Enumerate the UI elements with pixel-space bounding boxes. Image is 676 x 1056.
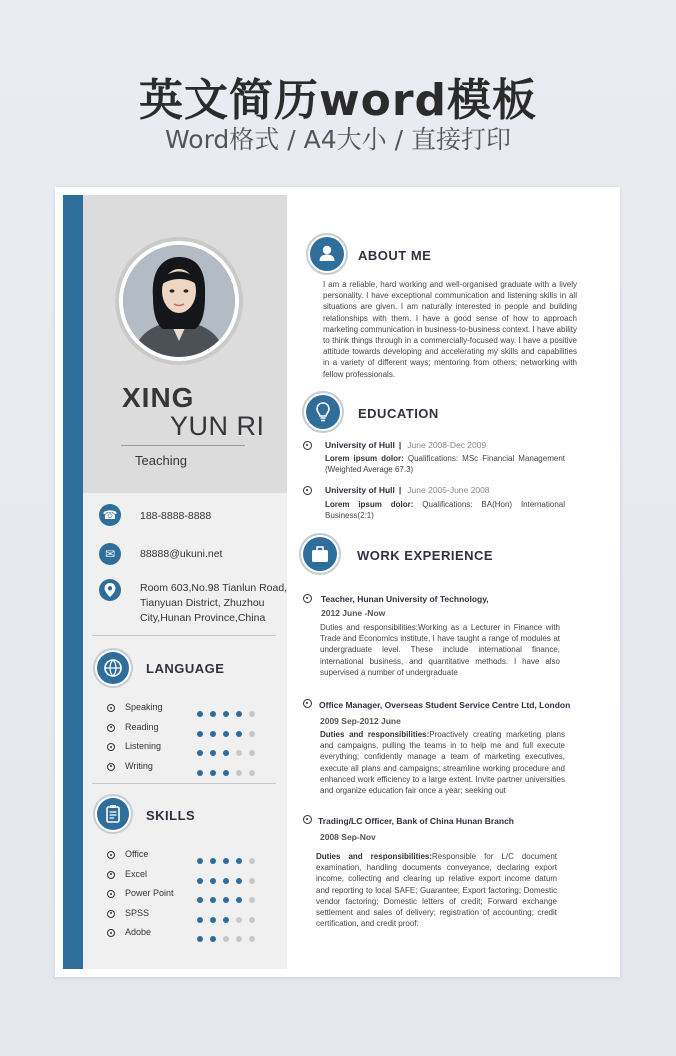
bullet-icon (107, 851, 115, 859)
school-name: University of Hull (325, 485, 395, 495)
level-dot (236, 917, 242, 923)
skill-level-dots (197, 871, 262, 879)
bullet-icon (303, 699, 312, 708)
level-dot (236, 711, 242, 717)
bullet-icon (303, 441, 312, 450)
globe-icon (97, 652, 129, 684)
lightbulb-icon (306, 395, 340, 429)
bullet-icon (107, 890, 115, 898)
about-title: ABOUT ME (358, 248, 432, 263)
detail-text: Qualifications: MSc Financial Management (Weighted Average 67.3) (325, 454, 565, 475)
job-role: Trading/LC Officer, Bank of China Hunan Branch (318, 816, 514, 826)
language-title: LANGUAGE (146, 661, 225, 676)
skill-level-dots (197, 890, 262, 898)
skill-label: SPSS (125, 907, 150, 918)
first-name: XING (122, 382, 195, 413)
language-row (107, 741, 267, 755)
level-dot (197, 858, 203, 864)
level-dot (210, 858, 216, 864)
job-title: Teaching (135, 453, 188, 468)
job-role: Office Manager, Overseas Student Service Centre Ltd, London (319, 700, 571, 710)
level-dot (197, 878, 203, 884)
bullet-icon (107, 929, 115, 937)
level-dot (223, 897, 229, 903)
work-title: WORK EXPERIENCE (357, 548, 494, 563)
language-label: Reading (125, 721, 159, 732)
accent-strip (63, 195, 83, 969)
education-entry-head (325, 440, 486, 450)
language-label: Listening (125, 741, 162, 751)
level-dot (223, 878, 229, 884)
skill-label: Power Point (125, 888, 174, 898)
address (140, 581, 287, 626)
mail-icon: ✉ (99, 543, 121, 565)
school-name: University of Hull (325, 440, 395, 450)
level-dot (197, 731, 203, 737)
detail-text: Qualifications: BA(Hon) International Business(2:1) (325, 500, 565, 521)
bullet-icon (303, 815, 312, 824)
level-dot (249, 858, 255, 864)
detail-lead: Duties and responsibilities: (316, 852, 433, 861)
level-dot (236, 897, 242, 903)
skill-row (107, 869, 267, 883)
language-level-dots (197, 743, 262, 751)
education-detail (325, 453, 565, 475)
detail-lead: Duties and responsibilities: (320, 730, 430, 739)
last-name: YUN RI (170, 411, 265, 441)
level-dot (249, 770, 255, 776)
language-row (107, 761, 267, 775)
skill-row (107, 927, 267, 941)
job-date: 2012 June -Now (321, 608, 386, 618)
level-dot (223, 750, 229, 756)
level-dot (236, 858, 242, 864)
name-divider (121, 445, 245, 446)
language-row (107, 702, 267, 716)
language-level-dots (197, 704, 262, 712)
detail-text: Duties and responsibilities:Working as a Lecturer in Finance with Trade and Economics institute, I have taught a range of modules at undergraduate level. These include international finance, international business, and quantitative methods. I have also supervised a number of undergraduate (320, 623, 560, 677)
profile-photo (123, 245, 235, 357)
bullet-icon (107, 910, 115, 918)
phone-number: 188-8888-8888 (140, 510, 212, 522)
level-dot (210, 917, 216, 923)
job-role: Teacher, Hunan University of Technology, (321, 594, 489, 604)
skill-label: Excel (125, 868, 148, 879)
level-dot (223, 936, 229, 942)
bullet-icon (107, 724, 115, 732)
job-date: 2009 Sep-2012 June (320, 716, 401, 726)
divider (92, 783, 276, 784)
education-date: June 2005-June 2008 (407, 485, 490, 495)
divider (92, 635, 276, 636)
level-dot (210, 770, 216, 776)
level-dot (210, 731, 216, 737)
language-label: Speaking (125, 702, 163, 712)
detail-text: Proactively creating marketing plans and campaigns, pulling the teams in to help me and full execute everything; confidently manage a team of marketing executives, execute all plans and campaigns; streamline working procedure and enhanced work efficiency to a large extent. Invite partner universities and organize education fair once a year; seeking out (320, 730, 565, 796)
detail-text: Responsible for L/C document examination, handling documents conveyance, declaring export income, collecting and clearing up relative export income datum and reporting to local SAFE; Guarantee; Export factoring; Domestic vendor factoring; Domestic letters of credit; Forward exchange settlement and sales of delivery; registration of accounting; credit certification, and credit proof. (316, 852, 557, 929)
job-date: 2008 Sep-Nov (320, 832, 376, 842)
job-detail (320, 622, 560, 678)
detail-lead: Lorem ipsum dolor: (325, 500, 414, 509)
bullet-icon (107, 763, 115, 771)
level-dot (223, 731, 229, 737)
separator: | (398, 440, 402, 450)
level-dot (249, 936, 255, 942)
separator: | (398, 485, 402, 495)
education-date: June 2008-Dec 2009 (407, 440, 487, 450)
banner-title: 英文简历word模板 (138, 75, 538, 126)
level-dot (236, 731, 242, 737)
education-entry-head (325, 485, 490, 495)
education-detail (325, 499, 565, 521)
briefcase-icon (303, 537, 337, 571)
bullet-icon (303, 486, 312, 495)
skills-title: SKILLS (146, 808, 196, 823)
bullet-icon (107, 704, 115, 712)
skill-row (107, 849, 267, 863)
language-level-dots (197, 763, 262, 771)
education-title: EDUCATION (358, 406, 439, 421)
skill-level-dots (197, 851, 262, 859)
language-level-dots (197, 724, 262, 732)
detail-lead: Lorem ipsum dolor: (325, 454, 404, 463)
user-icon (310, 237, 344, 271)
level-dot (236, 750, 242, 756)
level-dot (249, 917, 255, 923)
level-dot (197, 750, 203, 756)
bullet-icon (107, 743, 115, 751)
level-dot (223, 858, 229, 864)
location-pin-icon (99, 579, 121, 601)
level-dot (210, 711, 216, 717)
level-dot (249, 731, 255, 737)
level-dot (210, 878, 216, 884)
level-dot (210, 897, 216, 903)
job-detail (320, 729, 565, 796)
bullet-icon (303, 594, 312, 603)
level-dot (249, 897, 255, 903)
phone-icon: ☎ (99, 504, 121, 526)
level-dot (249, 750, 255, 756)
skill-row (107, 908, 267, 922)
skill-level-dots (197, 910, 262, 918)
skill-label: Office (125, 849, 149, 859)
skill-label: Adobe (125, 927, 152, 937)
level-dot (223, 917, 229, 923)
language-row (107, 722, 267, 736)
level-dot (236, 770, 242, 776)
address-line: Tianyuan District, Zhuzhou (140, 597, 265, 609)
email-address: 88888@ukuni.net (140, 548, 223, 560)
level-dot (197, 897, 203, 903)
job-detail (316, 851, 557, 929)
skill-row (107, 888, 267, 902)
level-dot (210, 750, 216, 756)
language-label: Writing (125, 760, 153, 771)
resume-page (55, 187, 620, 977)
about-text: I am a reliable, hard working and well-organised graduate with a lively personality. I have exceptional communication and listening skills in all situations are given. I am naturally interested in people and building relationships with them. I have a good sense of how to approach marketing communication in business-to-business context. I have ability to think things through in a commercially-focused way. I have a positive attitude towards developing and accelerating my skills and capabilities in a variety of different ways; mentoring from others; networking with fellow professionals. (323, 280, 577, 379)
level-dot (249, 711, 255, 717)
skill-level-dots (197, 929, 262, 937)
address-line: City,Hunan Province,China (140, 612, 266, 624)
level-dot (210, 936, 216, 942)
level-dot (197, 917, 203, 923)
level-dot (223, 711, 229, 717)
clipboard-icon (97, 798, 129, 830)
level-dot (197, 711, 203, 717)
level-dot (197, 936, 203, 942)
level-dot (249, 878, 255, 884)
banner-subtitle: Word格式 / A4大小 / 直接打印 (165, 125, 511, 154)
level-dot (223, 770, 229, 776)
bullet-icon (107, 871, 115, 879)
level-dot (236, 878, 242, 884)
level-dot (236, 936, 242, 942)
level-dot (197, 770, 203, 776)
address-line: Room 603,No.98 Tianlun Road, (140, 582, 288, 594)
